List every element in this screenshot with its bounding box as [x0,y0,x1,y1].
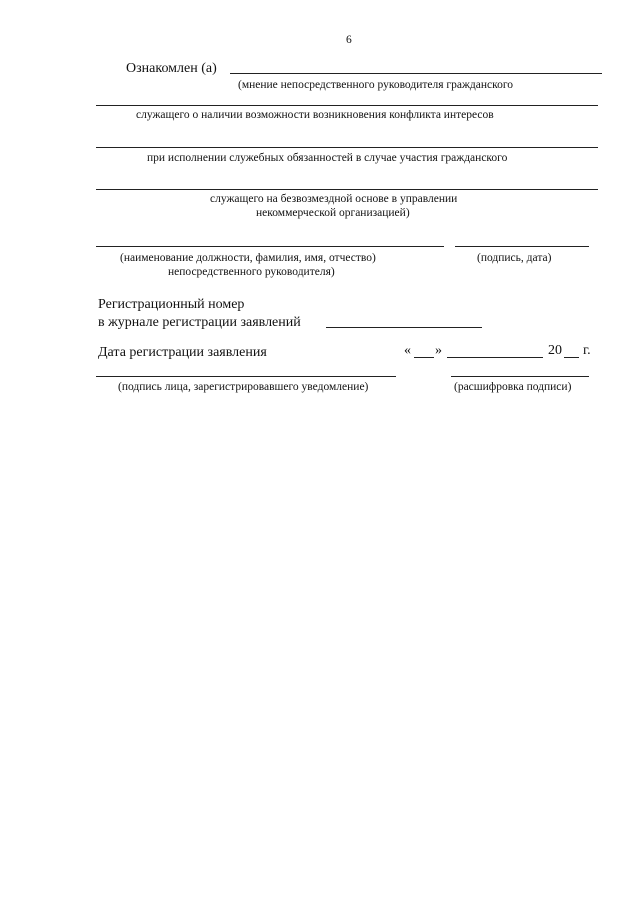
registration-number-label-2: в журнале регистрации заявлений [98,315,301,330]
acknowledged-field-line [230,73,602,74]
acknowledged-caption-1: (мнение непосредственного руководителя гражданского [238,79,514,91]
supervisor-caption-name-2: непосредственного руководителя) [168,266,335,278]
acknowledged-caption-3: при исполнении служебных обязанностей в случае участия гражданского [147,152,508,164]
page-number: 6 [346,34,352,46]
registrar-sign-line [96,376,396,377]
date-quote-close: » [435,343,442,358]
opinion-line-2 [96,147,598,148]
date-year-suffix: г. [583,343,591,358]
acknowledged-caption-4b: некоммерческой организацией) [256,207,410,219]
opinion-line-1 [96,105,598,106]
registrar-caption: (подпись лица, зарегистрировавшего уведомление) [118,381,369,393]
opinion-line-3 [96,189,598,190]
acknowledged-caption-2: служащего о наличии возможности возникновения конфликта интересов [136,109,494,121]
registration-number-field-line [326,327,482,328]
acknowledged-caption-4a: служащего на безвозмездной основе в управлении [210,193,458,205]
registrar-decode-line [451,376,589,377]
date-day-line [414,357,434,358]
date-year-line [564,357,579,358]
supervisor-caption-name-1: (наименование должности, фамилия, имя, отчество) [120,252,376,264]
date-month-line [447,357,543,358]
date-quote-open: « [404,343,411,358]
acknowledged-label: Ознакомлен (а) [126,61,217,76]
supervisor-sign-line [455,246,589,247]
supervisor-name-line [96,246,444,247]
registration-date-label: Дата регистрации заявления [98,345,267,360]
supervisor-caption-sign: (подпись, дата) [477,252,552,264]
decode-caption: (расшифровка подписи) [454,381,572,393]
registration-number-label-1: Регистрационный номер [98,297,245,312]
date-year-prefix: 20 [548,343,562,358]
